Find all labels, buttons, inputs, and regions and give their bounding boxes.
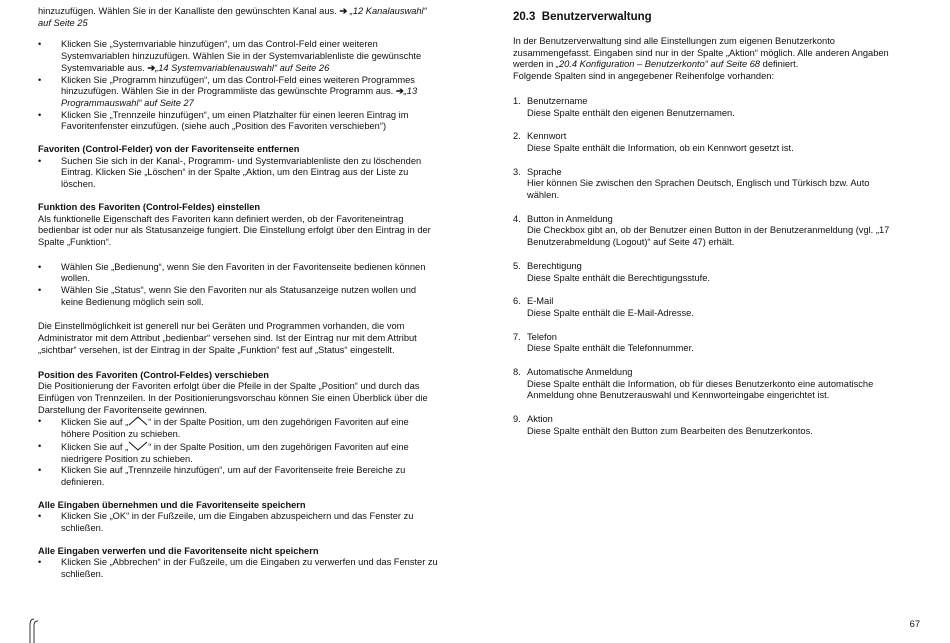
list-item: 9. Aktion Diese Spalte enthält den Button zum Bearbeiten des Benutzerkontos. — [513, 414, 893, 437]
cross-reference-link[interactable]: „13 Programmauswahl“ auf Seite 27 — [61, 86, 418, 108]
position-heading: Position des Favoriten (Control-Feldes) verschieben — [38, 369, 269, 380]
list-item: 8. Automatische Anmeldung Diese Spalte enthält die Information, ob für dieses Benutzerkonto eine automatische Anmeldung ohne Benutzerauswahl und Kennworteingabe eingerichtet ist. — [513, 367, 893, 402]
bullet-marker: • — [38, 440, 42, 451]
list-item: • Klicken Sie „Abbrechen“ in der Fußzeile, um die Eingaben zu verwerfen und das Fenster zu schließen. — [38, 557, 438, 580]
bullet-marker: • — [38, 465, 42, 476]
list-item: 5. Berechtigung Diese Spalte enthält die Berechtigungsstufe. — [513, 261, 893, 284]
bullet-marker: • — [38, 285, 42, 296]
column-title: Kennwort — [527, 131, 567, 142]
cross-reference-link[interactable]: „20.4 Konfiguration – Benutzerkonto“ auf Seite 68 — [555, 59, 761, 70]
column-description: Hier können Sie zwischen den Sprachen Deutsch, Englisch und Türkisch bzw. Auto wählen. — [527, 178, 870, 201]
list-item: 7. Telefon Diese Spalte enthält die Telefonnummer. — [513, 332, 893, 355]
bullet-marker: • — [38, 155, 42, 166]
save-heading: Alle Eingaben übernehmen und die Favoritenseite speichern — [38, 499, 306, 510]
column-title: Automatische Anmeldung — [527, 367, 633, 378]
left-column — [38, 6, 438, 581]
intro-paragraph: hinzuzufügen. Wählen Sie in der Kanalliste den gewünschten Kanal aus. ➔ „12 Kanalauswahl“ auf Seite 25 — [38, 6, 427, 28]
user-admin-intro: In der Benutzerverwaltung sind alle Einstellungen zum eigenen Benutzerkonto zusammengefasst. Eingaben sind nur in der Spalte „Aktion“ möglich. Alle anderen Angaben werden in „20.4 Konfiguration – Benutzerkonto“ auf Seite 68 definiert. — [513, 36, 889, 70]
add-bullets — [38, 39, 438, 133]
arrow-right-icon: ➔ — [395, 86, 404, 97]
function-note-paragraph: Die Einstellmöglichkeit ist generell nur bei Geräten und Programmen vorhanden, die vom Administrator mit dem Attribut „bedienbar“ versehen sind. Ist der Eintrag nur mit dem Attribut „sichtbar“ versehen, ist der Eintrag in der Spalte „Funktion“ fest auf „Status“ eingestellt. — [38, 321, 417, 355]
bullet-marker: • — [38, 261, 42, 272]
column-title: Aktion — [527, 414, 553, 425]
chevron-up-icon — [128, 416, 148, 426]
column-title: E-Mail — [527, 296, 554, 307]
page-corner-mark-icon — [28, 617, 40, 643]
bullet-marker: • — [38, 39, 42, 50]
columns-intro: Folgende Spalten sind in angegebener Reihenfolge vorhanden: — [513, 71, 775, 82]
cross-reference-link[interactable]: „14 Systemvariablenauswahl“ auf Seite 26 — [155, 62, 330, 73]
function-heading: Funktion des Favoriten (Control-Feldes) einstellen — [38, 201, 261, 212]
column-list — [513, 96, 893, 438]
column-description: Diese Spalte enthält die Information, ob ein Kennwort gesetzt ist. — [527, 142, 794, 153]
cancel-heading: Alle Eingaben verwerfen und die Favoritenseite nicht speichern — [38, 545, 319, 556]
list-item: • Wählen Sie „Status“, wenn Sie den Favoriten nur als Statusanzeige nutzen wollen und keine Bedienung möglich sein soll. — [38, 285, 417, 307]
list-item: 3. Sprache Hier können Sie zwischen den Sprachen Deutsch, Englisch und Türkisch bzw. Auto wählen. — [513, 167, 893, 202]
column-description: Diese Spalte enthält die Information, ob für dieses Benutzerkonto eine automatische Anmeldung ohne Benutzerauswahl und Kennworteingabe eingerichtet ist. — [527, 378, 874, 401]
section-title: 20.3 Benutzerverwaltung — [513, 11, 652, 23]
cross-reference-link[interactable]: „12 Kanalauswahl“ auf Seite 25 — [38, 6, 427, 28]
list-item: 4. Button in Anmeldung Die Checkbox gibt an, ob der Benutzer einen Button in der Benutzeranmeldung (vgl. „17 Benutzerabmeldung (Logout)“ auf Seite 47) erhält. — [513, 214, 893, 249]
function-paragraph: Als funktionelle Eigenschaft des Favoriten kann definiert werden, ob der Favoriteneintrag bedienbar ist oder nur als Statusanzeige fungiert. Die Einstellung erfolgt über den Eintrag in der Spalte „Funktion“. — [38, 213, 431, 247]
column-description: Diese Spalte enthält den eigenen Benutzernamen. — [527, 107, 735, 118]
bullet-marker: • — [38, 511, 42, 522]
list-item: 1. Benutzername Diese Spalte enthält den eigenen Benutzernamen. — [513, 96, 893, 119]
right-column — [513, 10, 893, 450]
arrow-right-icon: ➔ — [339, 6, 348, 16]
list-item: • Klicken Sie „Trennzeile hinzufügen“, um einen Platzhalter für einen leeren Eintrag im Favoritenfenster einzufügen. (siehe auch „Position des Favoriten verschieben“) — [38, 109, 409, 132]
chevron-down-icon — [128, 441, 148, 451]
column-title: Benutzername — [527, 95, 588, 106]
remove-favorites-heading: Favoriten (Control-Felder) von der Favoritenseite entfernen — [38, 144, 300, 155]
list-item: • Klicken Sie auf „ “ in der Spalte Position, um den zugehörigen Favoriten auf eine niedrigere Position zu schieben. — [38, 440, 409, 464]
bullet-marker: • — [38, 74, 42, 85]
list-item: 2. Kennwort Diese Spalte enthält die Information, ob ein Kennwort gesetzt ist. — [513, 131, 893, 154]
column-title: Sprache — [527, 166, 562, 177]
column-title: Button in Anmeldung — [527, 213, 613, 224]
list-item: • Suchen Sie sich in der Kanal-, Programm- und Systemvariablenliste den zu löschenden Eintrag. Klicken Sie „Löschen“ in der Spalte „Aktion, um den Eintrag aus der Liste zu löschen. — [38, 155, 422, 190]
page-number: 67 — [909, 619, 920, 629]
column-description: Diese Spalte enthält den Button zum Bearbeiten des Benutzerkontos. — [527, 425, 813, 436]
list-item: 6. E-Mail Diese Spalte enthält die E-Mail-Adresse. — [513, 296, 893, 319]
list-item: • Klicken Sie „Programm hinzufügen“, um das Control-Feld eines weiteren Programmes hinzuzufügen. Wählen Sie in der Programmliste das gewünschte Programm aus. ➔„13 Programmauswahl“ auf Seite 27 — [38, 74, 418, 108]
list-item: • Wählen Sie „Bedienung“, wenn Sie den Favoriten in der Favoritenseite bedienen können wollen. — [38, 261, 426, 284]
column-description: Diese Spalte enthält die Berechtigungsstufe. — [527, 272, 710, 283]
bullet-marker: • — [38, 109, 42, 120]
column-title: Berechtigung — [527, 260, 582, 271]
arrow-right-icon: ➔ — [147, 62, 156, 73]
position-paragraph: Die Positionierung der Favoriten erfolgt über die Pfeile in der Spalte „Position“ und durch das Einfügen von Trennzeilen. In der Positionierungsvorschau können Sie einen Überblick über die Darstellung der Favoritenseite gewinnen. — [38, 381, 428, 415]
column-description: Diese Spalte enthält die Telefonnummer. — [527, 343, 694, 354]
list-item: • Klicken Sie „Systemvariable hinzufügen“, um das Control-Feld einer weiteren Systemvariablen hinzuzufügen. Wählen Sie in der Systemvariablenliste die gewünschte Systemvariable aus. ➔„14 Systemvariablenauswahl“ auf Seite 26 — [38, 39, 422, 73]
list-item: • Klicken Sie auf „ “ in der Spalte Position, um den zugehörigen Favoriten auf eine höhere Position zu schieben. — [38, 416, 409, 440]
list-item: • Klicken Sie „OK“ in der Fußzeile, um die Eingaben abzuspeichern und das Fenster zu schließen. — [38, 511, 414, 534]
column-description: Die Checkbox gibt an, ob der Benutzer einen Button in der Benutzeranmeldung (vgl. „17 Benutzerabmeldung (Logout)“ auf Seite 47) erhält. — [527, 225, 890, 248]
column-title: Telefon — [527, 331, 557, 342]
list-item: • Klicken Sie auf „Trennzeile hinzufügen“, um auf der Favoritenseite freie Bereiche zu definieren. — [38, 465, 406, 487]
column-description: Diese Spalte enthält die E-Mail-Adresse. — [527, 307, 694, 318]
bullet-marker: • — [38, 557, 42, 568]
bullet-marker: • — [38, 416, 42, 427]
